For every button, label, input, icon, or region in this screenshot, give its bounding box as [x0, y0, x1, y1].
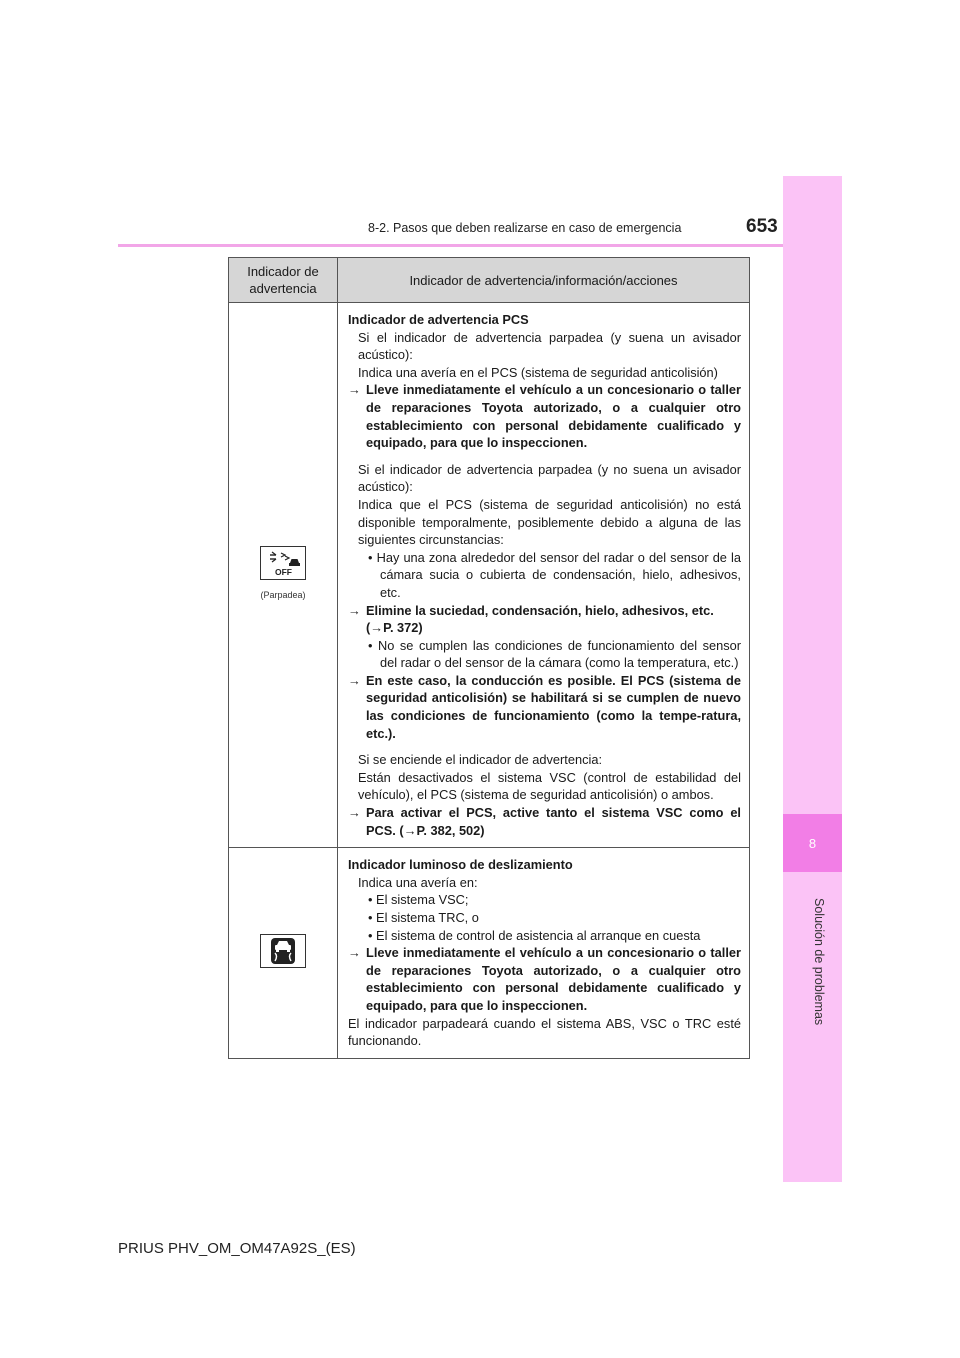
column-header-indicator: Indicador de advertencia: [229, 258, 338, 303]
description-cell: [338, 848, 750, 1059]
bullet-item: • Hay una zona alrededor del sensor del radar o del sensor de la cámara sucia o cubierta de condensación, hielo, adhesivos, etc.: [368, 549, 741, 600]
bullet-item: • El sistema VSC;: [368, 892, 469, 908]
paragraph: Indica una avería en:: [358, 874, 478, 890]
paragraph: Están desactivados el sistema VSC (control de estabilidad del vehículo), el PCS (sistema de seguridad anticolisión) o ambos.: [358, 769, 741, 803]
bullet-item: • No se cumplen las condiciones de funcionamiento del sensor del radar o del sensor de la cámara (como la temperatura, etc.): [368, 637, 741, 671]
bullet-item: • El sistema TRC, o: [368, 910, 479, 925]
paragraph: Si el indicador de advertencia parpadea (y no suena un avisador acústico):: [358, 461, 741, 495]
paragraph: Indica que el PCS (sistema de seguridad anticolisión) no está disponible temporalmente, posiblemente debido a alguna de las siguientes circunstancias:: [358, 496, 741, 548]
document-code: PRIUS PHV_OM_OM47A92S_(ES): [118, 1240, 356, 1257]
pcs-warning-title: Indicador de advertencia PCS: [348, 312, 529, 327]
table-row: [229, 848, 750, 1059]
svg-text:OFF: OFF: [275, 566, 292, 577]
column-header-actions: Indicador de advertencia/información/acciones: [338, 258, 750, 303]
arrow-icon: →: [348, 945, 361, 961]
action-item: → En este caso, la conducción es posible. El PCS (sistema de seguridad anticolisión) se habilitará si se cumplen de nuevo las condiciones de funcionamiento (como la tempe-ratura, etc.).: [348, 672, 741, 741]
action-item: → Elimine la suciedad, condensación, hielo, adhesivos, etc.: [348, 602, 714, 618]
chapter-side-tab: [783, 176, 842, 1182]
action-item: → Lleve inmediatamente el vehículo a un concesionario o taller de reparaciones Toyota autorizado, o a cualquier otro establecimiento con personal debidamente cualificado y equipado, para que lo inspeccionen.: [348, 382, 741, 451]
chapter-title: Solución de problemas: [812, 898, 826, 1026]
slip-indicator-icon: [260, 934, 306, 968]
paragraph: Indica una avería en el PCS (sistema de seguridad anticolisión): [358, 364, 718, 380]
chapter-number: 8: [783, 814, 842, 872]
description-cell: [338, 303, 750, 848]
table-header-row: [229, 258, 750, 303]
arrow-icon: →: [348, 672, 361, 688]
bullet-item: • El sistema de control de asistencia al arranque en cuesta: [368, 927, 701, 943]
section-title: 8-2. Pasos que deben realizarse en caso de emergencia: [368, 221, 682, 235]
blink-caption: (Parpadea): [260, 590, 306, 601]
header-rule: [118, 244, 783, 247]
warning-indicator-table: [228, 257, 750, 1059]
paragraph: El indicador parpadeará cuando el sistema ABS, VSC o TRC esté funcionando.: [348, 1015, 741, 1049]
action-item: → Para activar el PCS, active tanto el sistema VSC como el PCS. (→P. 382, 502): [348, 805, 741, 838]
arrow-icon: →: [403, 822, 417, 838]
arrow-icon: →: [348, 805, 361, 821]
arrow-icon: →: [370, 620, 384, 636]
arrow-icon: →: [348, 382, 361, 398]
page-number: 653: [746, 216, 778, 237]
indicator-cell: [229, 303, 338, 848]
pcs-off-warning-icon: [260, 546, 306, 580]
table-row: [229, 303, 750, 848]
page-reference: (→P. 372): [366, 620, 423, 636]
action-item: → Lleve inmediatamente el vehículo a un concesionario o taller de reparaciones Toyota autorizado, o a cualquier otro establecimiento con personal debidamente cualificado y equipado, para que lo inspeccionen.: [348, 945, 741, 1013]
indicator-cell: [229, 848, 338, 1059]
arrow-icon: →: [348, 602, 361, 618]
paragraph: Si se enciende el indicador de advertencia:: [358, 752, 603, 768]
paragraph: Si el indicador de advertencia parpadea (y suena un avisador acústico):: [358, 329, 741, 363]
slip-indicator-title: Indicador luminoso de deslizamiento: [348, 857, 573, 873]
